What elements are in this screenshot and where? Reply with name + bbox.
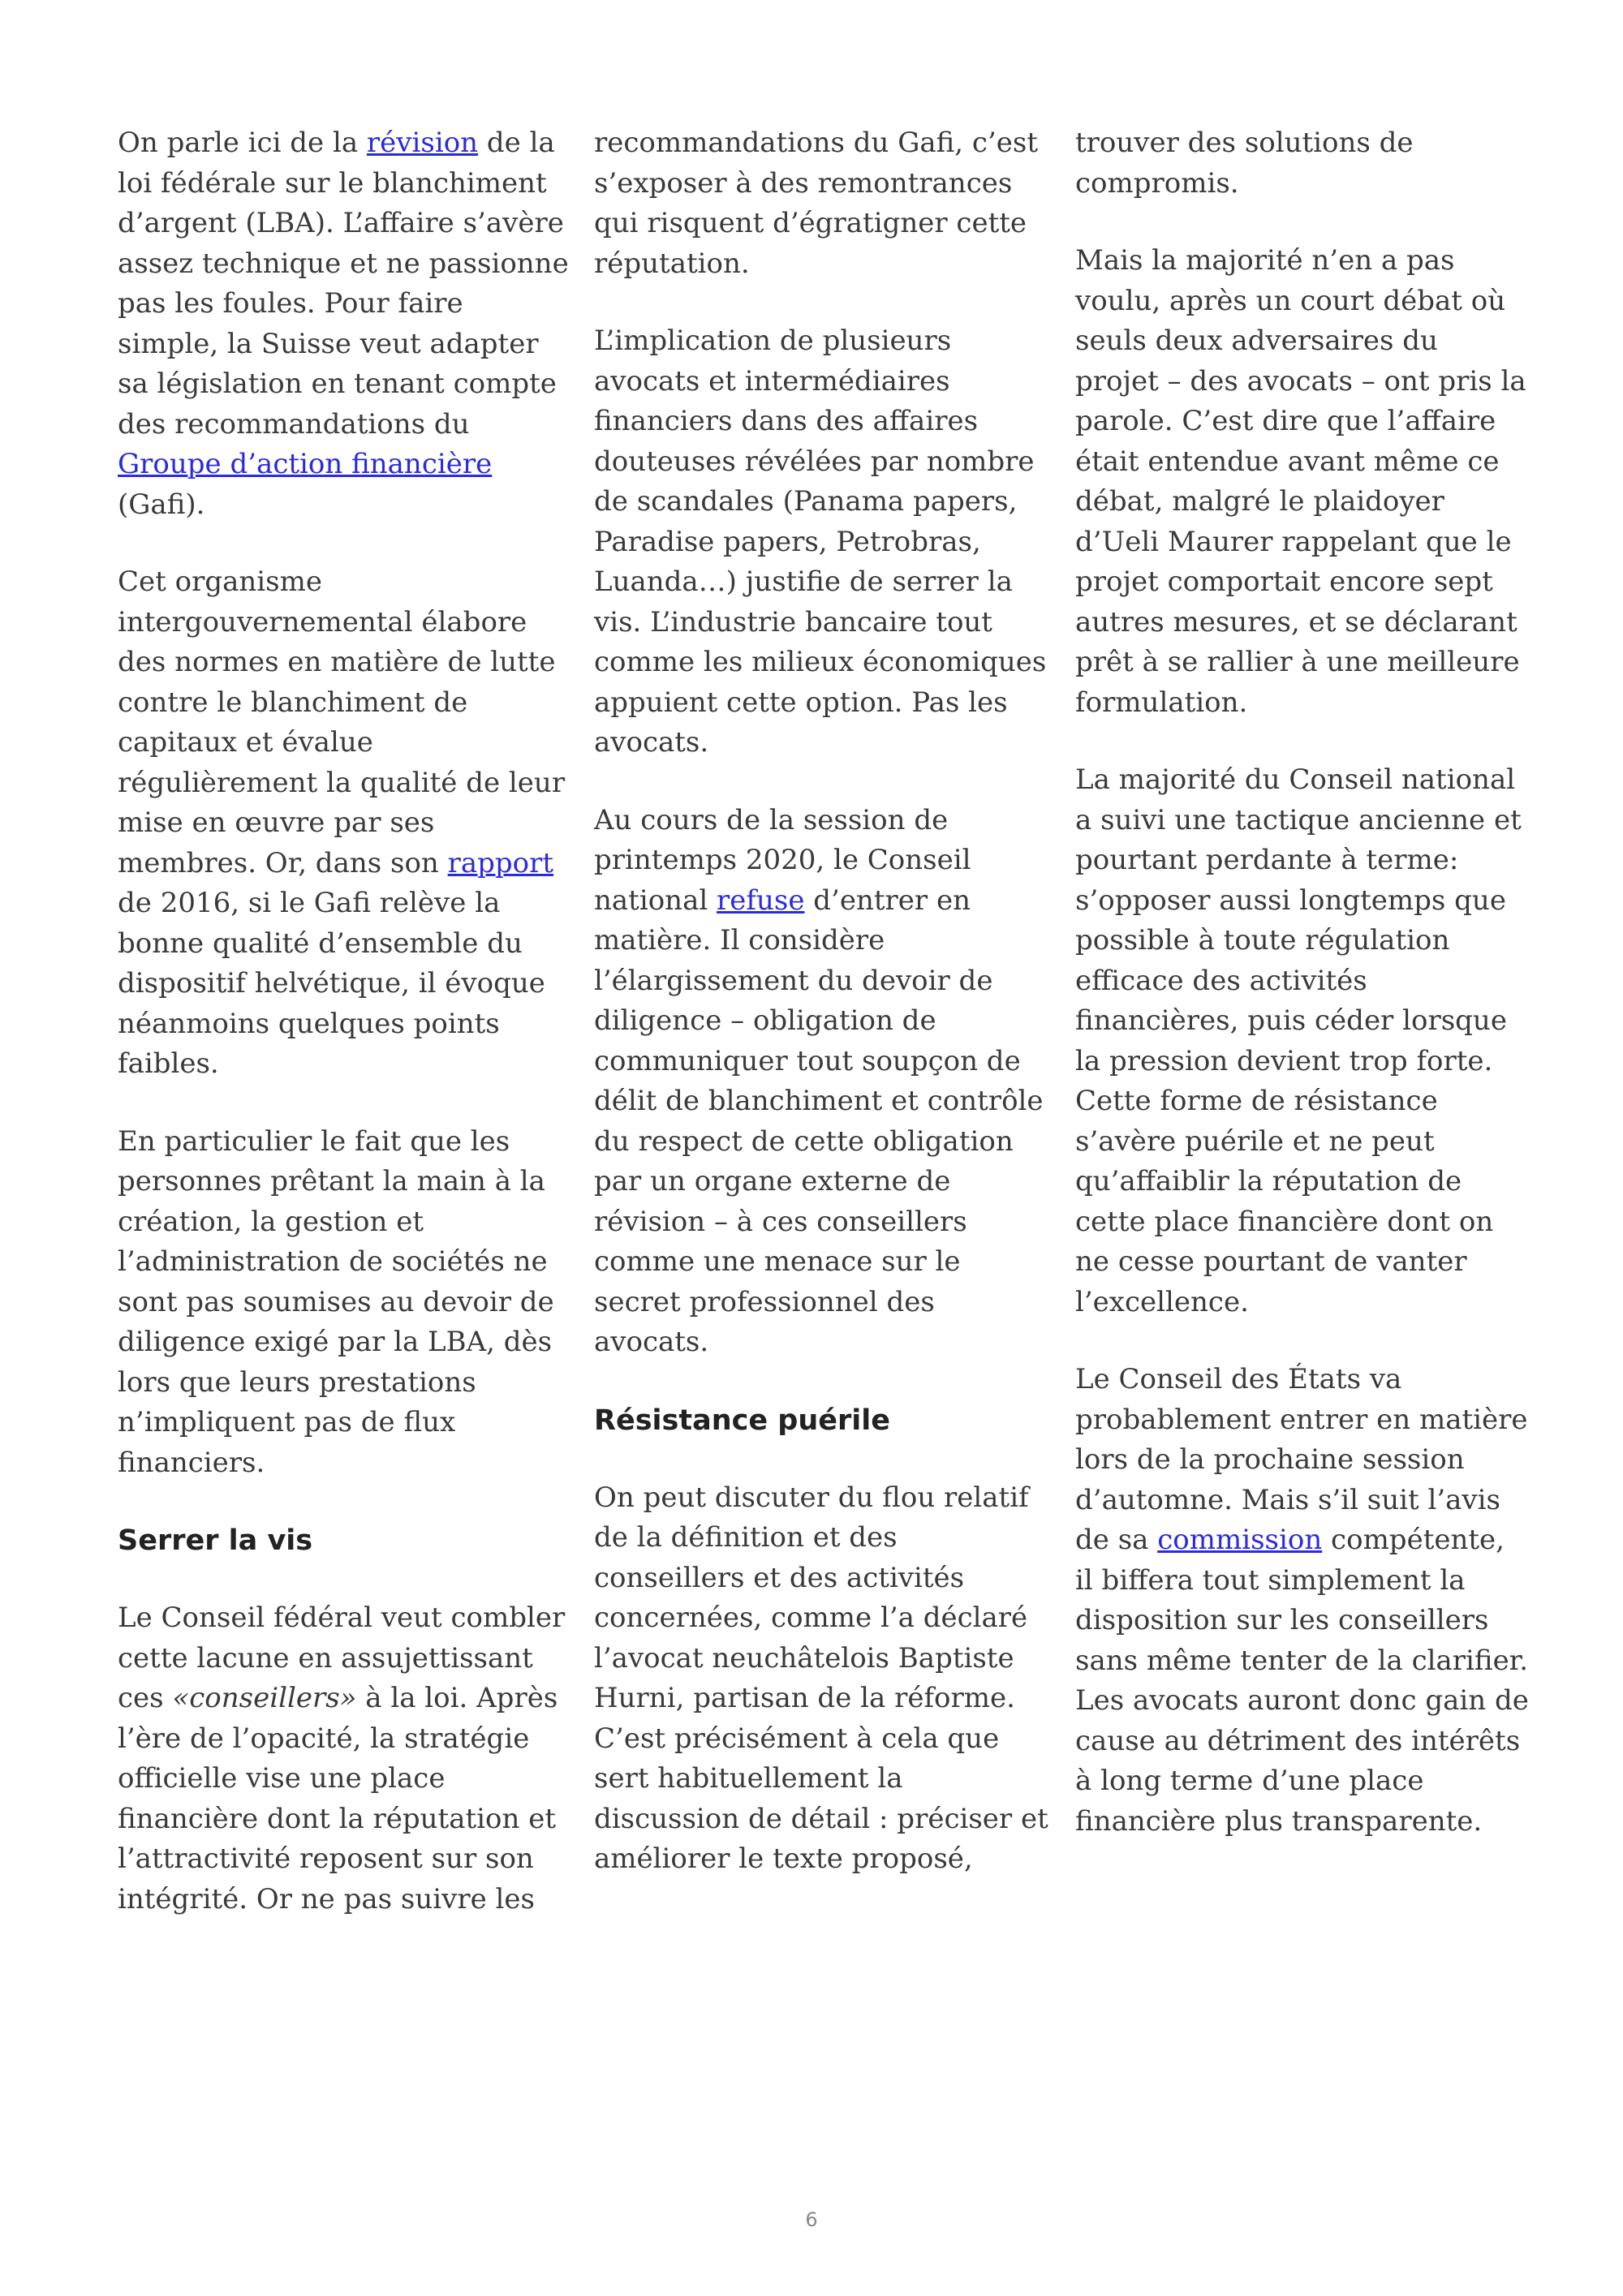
paragraph: La majorité du Conseil national a suivi une tactique ancienne et pourtant perdante à terme: s’opposer aussi longtemps que possible à toute régulation efficace des activités financières, puis céder lorsque la pression devient trop forte. Cette forme de résistance s’avère puérile et ne peut qu’affaiblir la réputation de cette place financière dont on ne cesse pourtant de vanter l’excellence. (1075, 763, 1522, 1318)
article-column-1 (118, 123, 572, 1920)
paragraph: Le Conseil fédéral veut combler cette lacune en assujettissant ces «conseillers» à la loi. Après l’ère de l’opacité, la stratégie officielle vise une place financière dont la réputation et l’attractivité reposent sur son intégrité. Or ne pas suivre les (118, 1602, 566, 1915)
rapport-link[interactable]: rapport (447, 846, 554, 879)
section-heading-serrer-la-vis: Serrer la vis (118, 1524, 313, 1557)
gafi-group-link[interactable]: Groupe d’action financière (118, 448, 493, 480)
paragraph: L’implication de plusieurs avocats et intermédiaires financiers dans des affaires douteuses révélées par nombre de scandales (Panama papers, Paradise papers, Petrobras, Luanda…) justifie de serrer la vis. L’industrie bancaire tout comme les milieux économiques appuient cette option. Pas les avocats. (594, 325, 1047, 759)
paragraph: trouver des solutions de compromis. (1075, 127, 1414, 200)
paragraph: Cet organisme intergouvernemental élabore des normes en matière de lutte contre le blanchiment de capitaux et évalue régulièrement la qualité de leur mise en œuvre par ses membres. Or, dans son rapport de 2016, si le Gafi relève la bonne qualité d’ensemble du dispositif helvétique, il évoque néanmoins quelques points faibles. (118, 565, 566, 1080)
revision-link[interactable]: révision (366, 127, 479, 159)
paragraph: Mais la majorité n’en a pas voulu, après un court débat où seuls deux adversaires du projet – des avocats – ont pris la parole. C’est dire que l’affaire était entendue avant même ce débat, malgré le plaidoyer d’Ueli Maurer rappelant que le projet comportait encore sept autres mesures, et se déclarant prêt à se rallier à une meilleure formulation. (1075, 244, 1526, 719)
paragraph: Le Conseil des États va probablement entrer en matière lors de la prochaine session d’automne. Mais s’il suit l’avis de sa commission compétente, il biffera tout simplement la disposition sur les conseillers sans même tenter de la clarifier. Les avocats auront donc gain de cause au détriment des intérêts à long terme d’une place financière plus transparente. (1075, 1363, 1529, 1838)
page-number: 6 (805, 2208, 818, 2231)
article-column-3 (1075, 123, 1530, 1842)
paragraph: On peut discuter du flou relatif de la définition et des conseillers et des activités concernées, comme l’a déclaré l’avocat neuchâtelois Baptiste Hurni, partisan de la réforme. C’est précisément à cela que sert habituellement la discussion de détail : préciser et améliorer le texte proposé, (594, 1481, 1048, 1875)
commission-link[interactable]: commission (1157, 1524, 1323, 1556)
paragraph: On parle ici de la révision de la loi fédérale sur le blanchiment d’argent (LBA). L’affaire s’avère assez technique et ne passionne pas les foules. Pour faire simple, la Suisse veut adapter sa législation en tenant compte des recommandations du Groupe d’action financière (Gafi). (118, 127, 569, 521)
paragraph: En particulier le fait que les personnes prêtant la main à la création, la gestion et l’administration de sociétés ne sont pas soumises au devoir de diligence exigé par la LBA, dès lors que leurs prestations n’impliquent pas de flux financiers. (118, 1124, 554, 1479)
emphasis-conseillers: «conseillers» (172, 1682, 357, 1714)
article-column-2 (594, 123, 1048, 1880)
refuse-link[interactable]: refuse (717, 884, 805, 917)
section-heading-resistance-puerile: Résistance puérile (594, 1404, 890, 1437)
paragraph: recommandations du Gafi, c’est s’exposer à des remontrances qui risquent d’égratigner cette réputation. (594, 127, 1039, 280)
paragraph: Au cours de la session de printemps 2020, le Conseil national refuse d’entrer en matière. Il considère l’élargissement du devoir de diligence – obligation de communiquer tout soupçon de délit de blanchiment et contrôle du respect de cette obligation par un organe externe de révision – à ces conseillers comme une menace sur le secret professionnel des avocats. (594, 803, 1044, 1358)
